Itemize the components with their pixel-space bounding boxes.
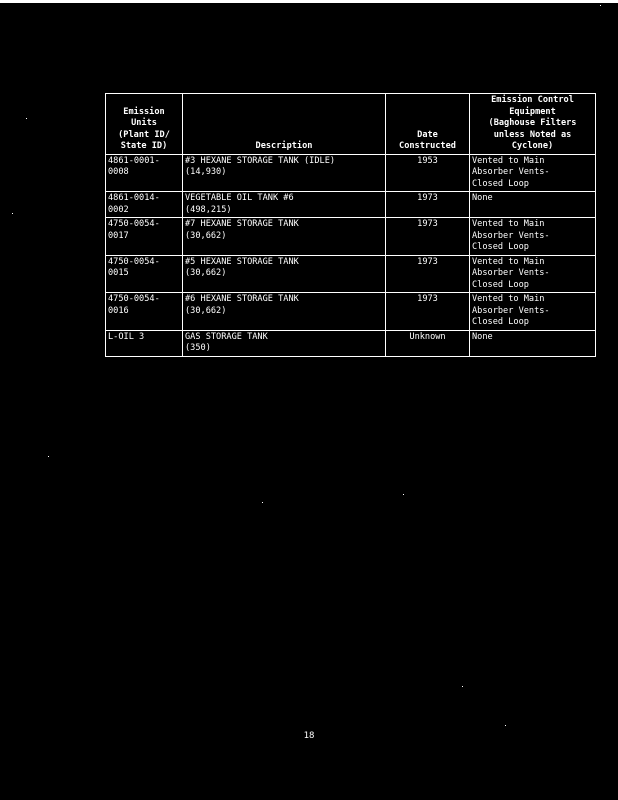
header-date-constructed: Date Constructed xyxy=(386,94,470,155)
cell-control: Vented to Main Absorber Vents- Closed Loop xyxy=(470,255,596,293)
table-row xyxy=(106,218,596,256)
scan-speck xyxy=(12,213,13,214)
scan-speck xyxy=(462,686,463,687)
header-control-equipment: Emission Control Equipment (Baghouse Filters unless Noted as Cyclone) xyxy=(470,94,596,155)
cell-unit: L-OIL 3 xyxy=(106,330,183,356)
scan-speck xyxy=(26,118,27,119)
cell-description: GAS STORAGE TANK (350) xyxy=(183,330,386,356)
scan-speck xyxy=(262,502,263,503)
cell-unit: 4861-0014- 0002 xyxy=(106,192,183,218)
cell-unit: 4750-0054- 0017 xyxy=(106,218,183,256)
cell-control: Vented to Main Absorber Vents- Closed Loop xyxy=(470,218,596,256)
table-header-row xyxy=(106,94,596,155)
scan-speck xyxy=(48,456,49,457)
cell-description: #3 HEXANE STORAGE TANK (IDLE) (14,930) xyxy=(183,154,386,192)
cell-control: None xyxy=(470,192,596,218)
cell-date: 1973 xyxy=(386,192,470,218)
header-emission-units: Emission Units (Plant ID/ State ID) xyxy=(106,94,183,155)
cell-unit: 4861-0001- 0008 xyxy=(106,154,183,192)
cell-date: 1953 xyxy=(386,154,470,192)
cell-description: #5 HEXANE STORAGE TANK (30,662) xyxy=(183,255,386,293)
cell-control: Vented to Main Absorber Vents- Closed Loop xyxy=(470,154,596,192)
table-row xyxy=(106,192,596,218)
cell-control: None xyxy=(470,330,596,356)
cell-date: Unknown xyxy=(386,330,470,356)
cell-description: #6 HEXANE STORAGE TANK (30,662) xyxy=(183,293,386,331)
cell-date: 1973 xyxy=(386,293,470,331)
scan-speck xyxy=(505,725,506,726)
scan-speck xyxy=(403,494,404,495)
page-number: 18 xyxy=(303,731,315,741)
cell-unit: 4750-0054- 0016 xyxy=(106,293,183,331)
cell-unit: 4750-0054- 0015 xyxy=(106,255,183,293)
table-row xyxy=(106,330,596,356)
cell-date: 1973 xyxy=(386,255,470,293)
cell-description: VEGETABLE OIL TANK #6 (498,215) xyxy=(183,192,386,218)
scan-edge xyxy=(0,0,618,3)
cell-date: 1973 xyxy=(386,218,470,256)
header-description: Description xyxy=(183,94,386,155)
scan-speck xyxy=(600,5,601,6)
table-row xyxy=(106,293,596,331)
emission-units-table xyxy=(105,93,596,357)
table-row xyxy=(106,255,596,293)
table-row xyxy=(106,154,596,192)
cell-description: #7 HEXANE STORAGE TANK (30,662) xyxy=(183,218,386,256)
cell-control: Vented to Main Absorber Vents- Closed Loop xyxy=(470,293,596,331)
